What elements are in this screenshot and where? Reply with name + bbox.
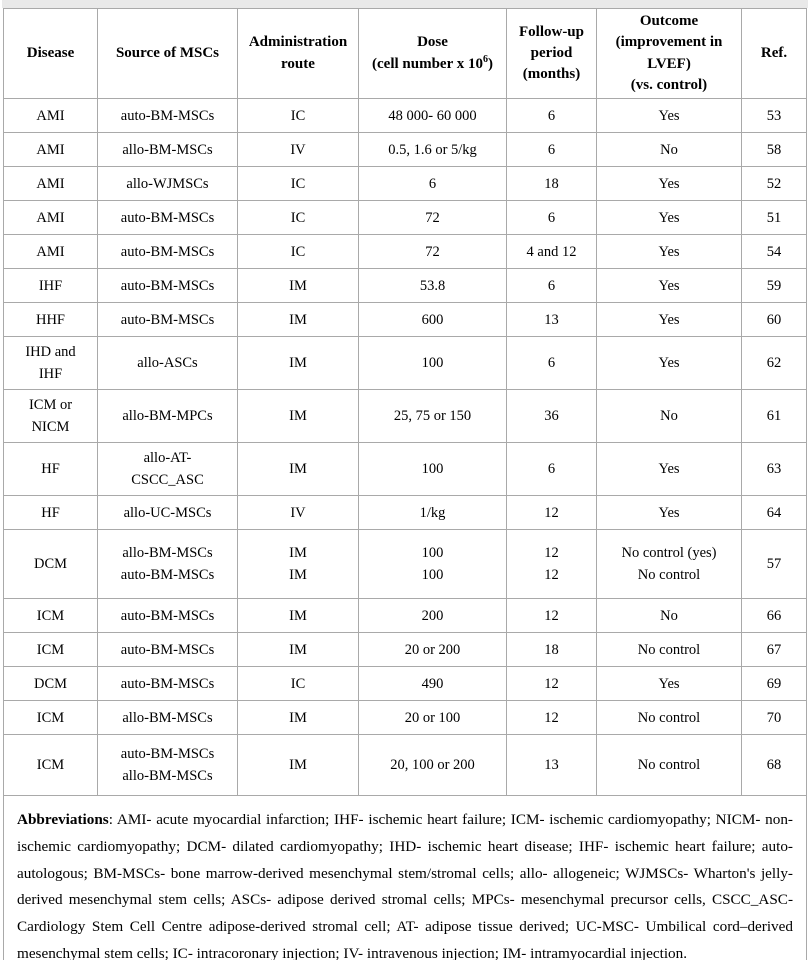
footer-row	[4, 796, 807, 960]
cell-line: 58	[766, 141, 782, 158]
cell-dose	[359, 633, 507, 667]
cell-line: IM	[289, 277, 307, 294]
cell-line: 63	[766, 461, 782, 478]
cell-outcome	[597, 269, 742, 303]
cell-line: No	[660, 141, 678, 158]
table-row	[4, 701, 807, 735]
cell-source	[98, 337, 238, 390]
cell-ref	[742, 99, 807, 133]
cell-followup	[507, 390, 597, 443]
cell-route	[238, 599, 359, 633]
cell-followup	[507, 269, 597, 303]
cell-line: IC	[290, 209, 306, 226]
cell-line: 12	[544, 545, 559, 562]
cell-line: IM	[289, 709, 307, 726]
cell-line: 36	[544, 408, 559, 425]
cell-dose	[359, 337, 507, 390]
header-line: period	[530, 44, 573, 61]
cell-disease	[4, 269, 98, 303]
cell-dose	[359, 133, 507, 167]
cell-line: HF	[41, 461, 60, 478]
cell-route	[238, 269, 359, 303]
cell-line: 12	[544, 709, 559, 726]
abbreviations-text: : AMI- acute myocardial infarction; IHF- ischemic heart failure; ICM- ischemic cardiomyopathy; NICM- non-ischemic cardiomyopathy; DCM- dilated cardiomyopathy; IHD- ischemic heart disease; IHF- ischemic heart failure; auto- autologous; BM-MSCs- bone marrow-derived mesenchymal stem/stromal cells; allo- allogeneic; WJMSCs- Wharton's jelly-derived mesenchymal stem cells; ASCs- adipose derived stromal cells; MPCs- mesenchymal precursor cells, CSCC_ASC- Cardiology Stem Cell Centre adipose-derived stromal cell; AT- adipose tissue derived; UC-MSC- Umbilical cord–derived mesenchymal stem cells; IC- intracoronary injection; IV- intravenous injection; IM- intramyocardial injection.	[17, 811, 793, 960]
cell-line: 25, 75 or 150	[393, 408, 472, 425]
cell-line: DCM	[33, 675, 68, 692]
cell-line: 13	[544, 311, 559, 328]
cell-line: 51	[766, 209, 782, 226]
cell-outcome	[597, 201, 742, 235]
table-row	[4, 667, 807, 701]
cell-line: 18	[544, 175, 559, 192]
cell-line: 59	[766, 277, 782, 294]
cell-line: auto-BM-MSCs	[120, 607, 215, 624]
cell-outcome	[597, 530, 742, 599]
cell-line: Yes	[658, 461, 680, 478]
cell-line: auto-BM-MSCs	[120, 746, 215, 763]
cell-line: 12	[544, 504, 559, 521]
cell-ref	[742, 735, 807, 796]
table-row	[4, 735, 807, 796]
cell-line: 18	[544, 641, 559, 658]
cell-line: 20, 100 or 200	[390, 757, 475, 774]
cell-line: ICM or	[28, 397, 73, 414]
cell-followup	[507, 599, 597, 633]
cell-line: Yes	[658, 277, 680, 294]
cell-route	[238, 735, 359, 796]
cell-followup	[507, 530, 597, 599]
col-header-source	[98, 9, 238, 99]
cell-route	[238, 667, 359, 701]
table-header	[4, 9, 807, 99]
cell-route	[238, 496, 359, 530]
header-line: (vs. control)	[630, 76, 708, 93]
cell-line: IC	[290, 175, 306, 192]
cell-source	[98, 667, 238, 701]
table-row	[4, 496, 807, 530]
table-row	[4, 599, 807, 633]
cell-line: 54	[766, 243, 782, 260]
cell-line: 69	[766, 675, 782, 692]
cell-line: Yes	[658, 675, 680, 692]
cell-line: 57	[766, 556, 782, 573]
cell-line: 6	[547, 107, 556, 124]
cell-source	[98, 735, 238, 796]
cell-dose	[359, 167, 507, 201]
cell-line: Yes	[658, 504, 680, 521]
cell-outcome	[597, 235, 742, 269]
cell-line: IHF	[38, 366, 63, 383]
header-line: (improvement in	[615, 34, 723, 51]
cell-line: IHF	[38, 277, 63, 294]
cell-line: IHD and	[25, 344, 76, 361]
cell-line: auto-BM-MSCs	[120, 243, 215, 260]
cell-line: IM	[289, 355, 307, 372]
cell-line: 61	[766, 408, 782, 425]
cell-line: 490	[421, 675, 444, 692]
cell-line: allo-ASCs	[137, 355, 198, 372]
cell-dose	[359, 99, 507, 133]
cell-line: HHF	[35, 311, 65, 328]
cell-line: allo-BM-MSCs	[122, 545, 213, 562]
cell-followup	[507, 496, 597, 530]
cell-outcome	[597, 390, 742, 443]
cell-route	[238, 633, 359, 667]
cell-source	[98, 443, 238, 496]
cell-dose	[359, 530, 507, 599]
cell-ref	[742, 667, 807, 701]
cell-dose	[359, 390, 507, 443]
cell-ref	[742, 633, 807, 667]
table-row	[4, 167, 807, 201]
cell-outcome	[597, 443, 742, 496]
cell-line: 53	[766, 107, 782, 124]
cell-line: IM	[289, 408, 307, 425]
cell-line: Yes	[658, 175, 680, 192]
cell-outcome	[597, 99, 742, 133]
cell-disease	[4, 133, 98, 167]
cell-line: AMI	[36, 243, 65, 260]
cell-outcome	[597, 701, 742, 735]
cell-disease	[4, 167, 98, 201]
cell-line: HF	[41, 504, 60, 521]
col-header-followup	[507, 9, 597, 99]
cell-followup	[507, 667, 597, 701]
header-line: Follow-up	[518, 23, 584, 40]
cell-line: 100	[421, 355, 444, 372]
table-row	[4, 201, 807, 235]
cell-line: AMI	[36, 107, 65, 124]
table-row	[4, 633, 807, 667]
cell-line: NICM	[31, 419, 70, 436]
cell-line: allo-WJMSCs	[126, 175, 209, 192]
cell-dose	[359, 269, 507, 303]
cell-outcome	[597, 133, 742, 167]
dose-exponent: 6	[482, 54, 488, 66]
cell-ref	[742, 133, 807, 167]
header-line: Disease	[26, 44, 75, 61]
cell-line: 62	[766, 355, 782, 372]
cell-line: DCM	[33, 556, 68, 573]
table-body	[4, 99, 807, 796]
cell-disease	[4, 599, 98, 633]
cell-line: 200	[421, 607, 444, 624]
cell-line: No	[660, 607, 678, 624]
cell-line: No control	[637, 757, 701, 774]
cell-outcome	[597, 633, 742, 667]
header-line: (months)	[522, 66, 581, 83]
msc-clinical-trials-table	[3, 8, 807, 960]
cell-line: Yes	[658, 107, 680, 124]
cell-route	[238, 167, 359, 201]
table-row	[4, 303, 807, 337]
cell-line: 100	[421, 545, 444, 562]
cell-line: 6	[547, 277, 556, 294]
cell-followup	[507, 235, 597, 269]
cell-ref	[742, 530, 807, 599]
cell-line: 67	[766, 641, 782, 658]
top-strip	[2, 0, 808, 8]
cell-disease	[4, 390, 98, 443]
cell-dose	[359, 735, 507, 796]
table-row	[4, 390, 807, 443]
cell-disease	[4, 530, 98, 599]
cell-route	[238, 235, 359, 269]
header-line: LVEF)	[647, 55, 691, 72]
table-row	[4, 530, 807, 599]
cell-line: Yes	[658, 243, 680, 260]
cell-line: Yes	[658, 311, 680, 328]
cell-followup	[507, 133, 597, 167]
cell-outcome	[597, 303, 742, 337]
header-line: (cell number x $10^6$)	[372, 54, 493, 73]
cell-line: allo-BM-MSCs	[122, 709, 213, 726]
cell-disease	[4, 701, 98, 735]
cell-line: CSCC_ASC	[131, 472, 204, 489]
cell-line: 64	[766, 504, 782, 521]
cell-dose	[359, 235, 507, 269]
cell-line: IM	[289, 757, 307, 774]
cell-ref	[742, 701, 807, 735]
header-line: Dose	[417, 33, 448, 50]
cell-source	[98, 235, 238, 269]
cell-line: 53.8	[419, 277, 446, 294]
cell-source	[98, 99, 238, 133]
col-header-ref	[742, 9, 807, 99]
cell-outcome	[597, 167, 742, 201]
cell-followup	[507, 99, 597, 133]
cell-line: 1/kg	[419, 504, 446, 521]
cell-line: 12	[544, 567, 559, 584]
cell-ref	[742, 337, 807, 390]
col-header-disease	[4, 9, 98, 99]
cell-disease	[4, 496, 98, 530]
cell-disease	[4, 667, 98, 701]
cell-outcome	[597, 599, 742, 633]
cell-line: 100	[421, 567, 444, 584]
cell-disease	[4, 735, 98, 796]
cell-line: auto-BM-MSCs	[120, 567, 215, 584]
cell-disease	[4, 99, 98, 133]
cell-route	[238, 99, 359, 133]
cell-followup	[507, 337, 597, 390]
cell-line: 6	[547, 461, 556, 478]
col-header-route	[238, 9, 359, 99]
cell-source	[98, 269, 238, 303]
cell-line: 600	[421, 311, 444, 328]
cell-line: IM	[289, 567, 307, 584]
cell-route	[238, 530, 359, 599]
header-line: route	[281, 55, 315, 72]
cell-line: ICM	[36, 709, 65, 726]
cell-line: 0.5, 1.6 or 5/kg	[388, 141, 477, 158]
cell-line: 6	[547, 355, 556, 372]
header-row	[4, 9, 807, 99]
cell-ref	[742, 167, 807, 201]
abbreviations-note	[4, 796, 807, 960]
cell-disease	[4, 443, 98, 496]
cell-ref	[742, 269, 807, 303]
table-row	[4, 443, 807, 496]
cell-line: IM	[289, 641, 307, 658]
header-line: Source of MSCs	[115, 44, 220, 61]
cell-line: IM	[289, 461, 307, 478]
cell-ref	[742, 303, 807, 337]
cell-line: No control	[637, 709, 701, 726]
cell-line: ICM	[36, 607, 65, 624]
cell-outcome	[597, 667, 742, 701]
cell-line: 12	[544, 607, 559, 624]
cell-line: IV	[290, 141, 306, 158]
cell-line: auto-BM-MSCs	[120, 277, 215, 294]
cell-source	[98, 390, 238, 443]
cell-route	[238, 337, 359, 390]
cell-line: ICM	[36, 757, 65, 774]
cell-outcome	[597, 735, 742, 796]
cell-ref	[742, 443, 807, 496]
cell-source	[98, 701, 238, 735]
cell-dose	[359, 599, 507, 633]
cell-line: 60	[766, 311, 782, 328]
cell-line: allo-BM-MPCs	[122, 408, 213, 425]
cell-line: ICM	[36, 641, 65, 658]
cell-line: auto-BM-MSCs	[120, 209, 215, 226]
cell-route	[238, 133, 359, 167]
cell-source	[98, 530, 238, 599]
cell-disease	[4, 337, 98, 390]
cell-line: allo-UC-MSCs	[123, 504, 212, 521]
col-header-dose	[359, 9, 507, 99]
cell-line: No control (yes)	[621, 545, 717, 562]
cell-route	[238, 443, 359, 496]
cell-line: 70	[766, 709, 782, 726]
cell-dose	[359, 201, 507, 235]
cell-line: IC	[290, 243, 306, 260]
table-row	[4, 235, 807, 269]
table-row	[4, 133, 807, 167]
cell-followup	[507, 701, 597, 735]
header-line: Ref.	[760, 44, 788, 61]
cell-line: IM	[289, 607, 307, 624]
table-row	[4, 337, 807, 390]
cell-line: auto-BM-MSCs	[120, 675, 215, 692]
table-footer	[4, 796, 807, 960]
header-line: Administration	[248, 34, 348, 51]
cell-line: 6	[428, 175, 437, 192]
cell-line: 13	[544, 757, 559, 774]
header-line: Outcome	[639, 13, 699, 29]
cell-line: 20 or 200	[404, 641, 461, 658]
cell-ref	[742, 496, 807, 530]
cell-line: IC	[290, 675, 306, 692]
col-header-outcome	[597, 9, 742, 99]
cell-line: 66	[766, 607, 782, 624]
cell-line: Yes	[658, 209, 680, 226]
cell-followup	[507, 633, 597, 667]
cell-line: 100	[421, 461, 444, 478]
cell-source	[98, 133, 238, 167]
cell-ref	[742, 235, 807, 269]
cell-source	[98, 167, 238, 201]
cell-line: 52	[766, 175, 782, 192]
cell-line: 48 000- 60 000	[388, 107, 477, 124]
abbreviations-label: Abbreviations	[17, 811, 109, 829]
cell-disease	[4, 633, 98, 667]
cell-line: No control	[637, 641, 701, 658]
cell-disease	[4, 303, 98, 337]
cell-line: Yes	[658, 355, 680, 372]
cell-line: No	[660, 408, 678, 425]
cell-dose	[359, 443, 507, 496]
cell-line: 6	[547, 209, 556, 226]
cell-line: allo-BM-MSCs	[122, 768, 213, 785]
cell-line: 4 and 12	[526, 243, 577, 260]
cell-source	[98, 303, 238, 337]
cell-line: IV	[290, 504, 306, 521]
cell-source	[98, 633, 238, 667]
cell-source	[98, 496, 238, 530]
cell-followup	[507, 735, 597, 796]
cell-line: allo-BM-MSCs	[122, 141, 213, 158]
cell-disease	[4, 201, 98, 235]
cell-line: auto-BM-MSCs	[120, 311, 215, 328]
cell-line: auto-BM-MSCs	[120, 641, 215, 658]
cell-ref	[742, 599, 807, 633]
cell-line: AMI	[36, 141, 65, 158]
cell-route	[238, 201, 359, 235]
cell-ref	[742, 390, 807, 443]
cell-followup	[507, 201, 597, 235]
cell-line: 20 or 100	[404, 709, 461, 726]
cell-followup	[507, 167, 597, 201]
cell-line: AMI	[36, 209, 65, 226]
cell-ref	[742, 201, 807, 235]
cell-line: IC	[290, 107, 306, 124]
cell-line: allo-AT-	[143, 450, 192, 467]
cell-line: No control	[637, 567, 701, 584]
cell-dose	[359, 496, 507, 530]
cell-line: 68	[766, 757, 782, 774]
cell-disease	[4, 235, 98, 269]
cell-outcome	[597, 496, 742, 530]
cell-line: IM	[289, 311, 307, 328]
cell-line: AMI	[36, 175, 65, 192]
cell-line: auto-BM-MSCs	[120, 107, 215, 124]
cell-route	[238, 390, 359, 443]
cell-source	[98, 599, 238, 633]
cell-line: 72	[425, 209, 440, 226]
cell-followup	[507, 303, 597, 337]
cell-route	[238, 701, 359, 735]
cell-dose	[359, 667, 507, 701]
cell-source	[98, 201, 238, 235]
cell-dose	[359, 303, 507, 337]
cell-route	[238, 303, 359, 337]
cell-dose	[359, 701, 507, 735]
table-row	[4, 99, 807, 133]
table-row	[4, 269, 807, 303]
cell-line: 72	[425, 243, 440, 260]
cell-followup	[507, 443, 597, 496]
cell-line: 12	[544, 675, 559, 692]
cell-line: 6	[547, 141, 556, 158]
cell-outcome	[597, 337, 742, 390]
cell-line: IM	[289, 545, 307, 562]
